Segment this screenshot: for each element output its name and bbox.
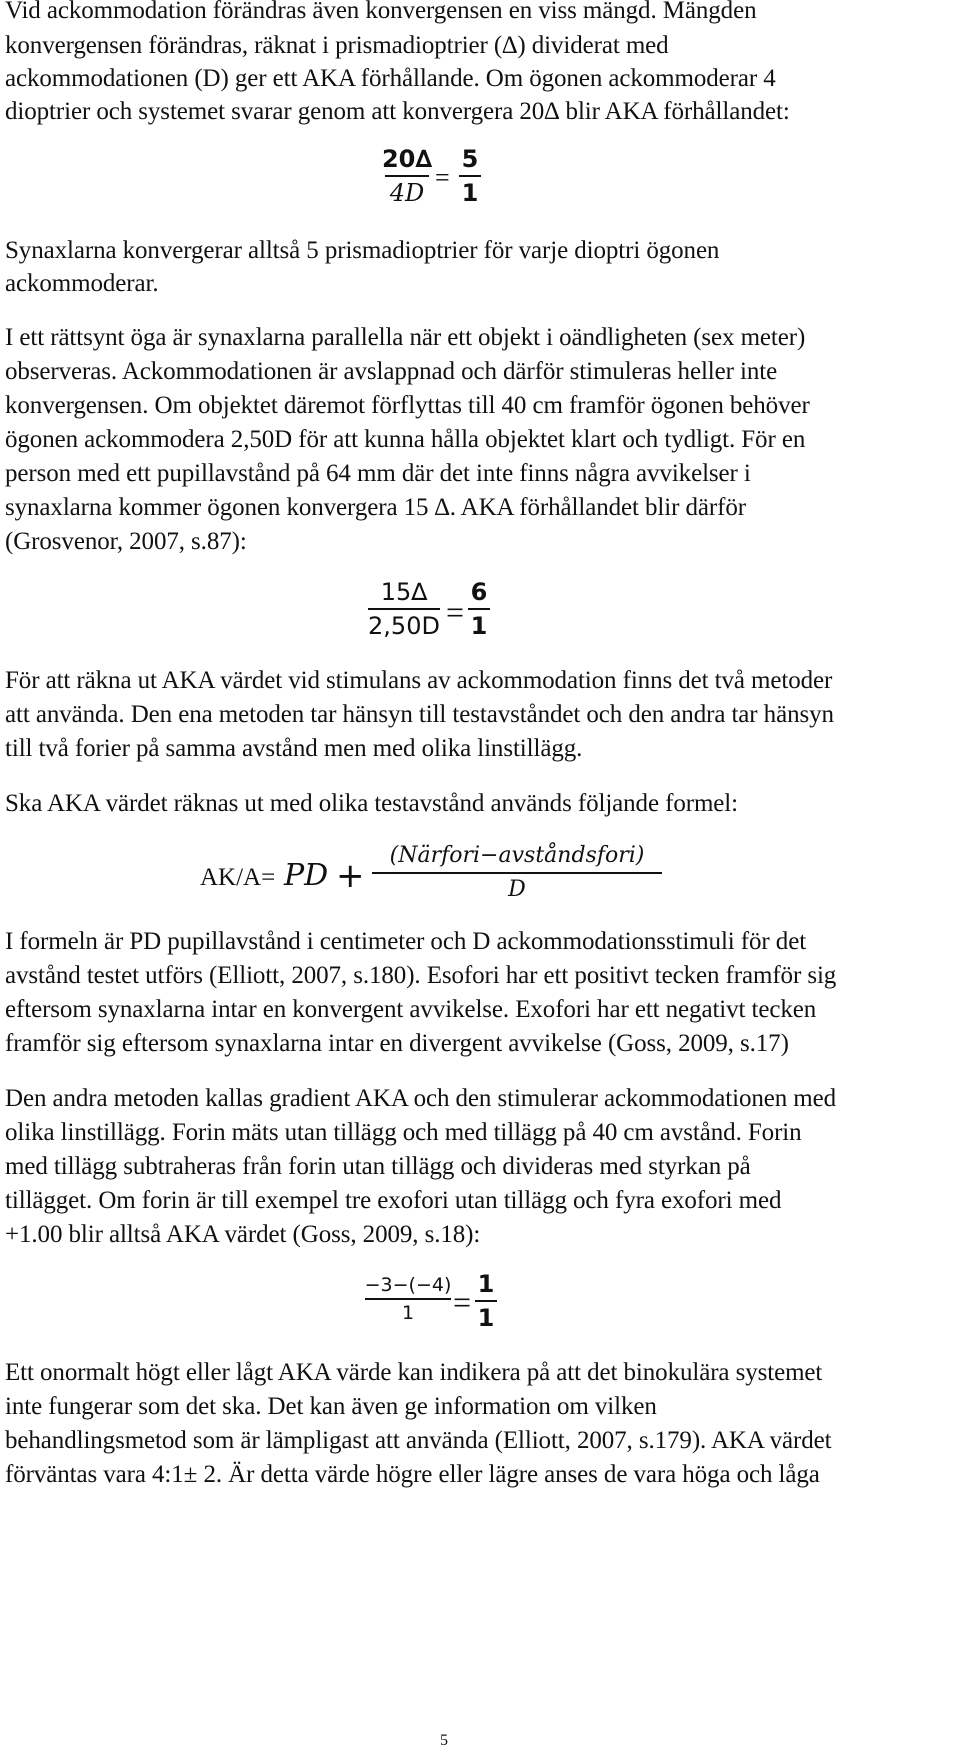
text-line: behandlingsmetod som är lämpligast att använda (Elliott, 2007, s.179). AKA värdet: [5, 1427, 832, 1454]
text-line: med tillägg subtraheras från forin utan tillägg och divideras med styrkan på: [5, 1153, 751, 1180]
text-line: I ett rättsynt öga är synaxlarna parallella när ett objekt i oändligheten (sex meter): [5, 324, 806, 351]
text-line: Ett onormalt högt eller lågt AKA värde kan indikera på att det binokulära systemet: [5, 1359, 823, 1386]
text-line: synaxlarna kommer ögonen konvergera 15 ∆. AKA förhållandet blir därför: [5, 494, 746, 521]
equation-aka-ratio-1: [381, 145, 495, 220]
text-line: Synaxlarna konvergerar alltså 5 prismadioptrier för varje dioptri ögonen: [5, 237, 720, 264]
eq2-equals: =: [446, 594, 465, 630]
text-line: person med ett pupillavstånd på 64 mm där det inte finns några avvikelser i: [5, 460, 751, 487]
eq2-numerator: 15∆: [380, 578, 428, 606]
text-line: Vid ackommodation förändras även konvergensen en viss mängd. Mängden: [5, 0, 757, 24]
eq3-plus: +: [336, 856, 365, 896]
eq1-numerator: 20∆: [381, 145, 433, 173]
eq1-denominator: 4D: [389, 179, 425, 207]
eq4-numerator: −3−(−4): [364, 1274, 452, 1296]
eq3-numerator: (Närfori−avståndsfori): [389, 843, 645, 868]
eq3-denominator: D: [508, 877, 526, 902]
equation-aka-ratio-2: [368, 578, 518, 653]
text-line: att använda. Den ena metoden tar hänsyn till testavståndet och den andra tar hänsyn: [5, 701, 834, 728]
text-line: eftersom synaxlarna intar en konvergent avvikelse. Exofori har ett negativt tecken: [5, 996, 817, 1023]
text-line: dioptrier och systemet svarar genom att konvergera 20∆ blir AKA förhållandet:: [5, 98, 790, 125]
eq4-equals: =: [453, 1284, 472, 1320]
text-line: Ska AKA värdet räknas ut med olika testavstånd används följande formel:: [5, 790, 738, 817]
eq4-denominator: 1: [401, 1302, 415, 1324]
eq2-rhs-denominator: 1: [470, 612, 488, 640]
text-line: förväntas vara 4:1± 2. Är detta värde högre eller lägre anses de vara höga och låga: [5, 1461, 820, 1488]
page-number: 5: [440, 1732, 448, 1749]
equation-gradient-aka: [365, 1270, 505, 1342]
eq1-rhs-denominator: 1: [461, 179, 479, 207]
text-line: konvergensen. Om objektet däremot förflyttas till 40 cm framför ögonen behöver: [5, 392, 810, 419]
text-line: olika linstillägg. Forin mäts utan tillägg och med tillägg på 40 cm avstånd. Forin: [5, 1119, 802, 1146]
text-line: ackommodationen (D) ger ett AKA förhållande. Om ögonen ackommoderar 4: [5, 65, 776, 92]
equation-aka-formula: [200, 842, 720, 912]
text-line: I formeln är PD pupillavstånd i centimeter och D ackommodationsstimuli för det: [5, 928, 807, 955]
text-line: observeras. Ackommodationen är avslappnad och därför stimuleras heller inte: [5, 358, 778, 385]
eq3-prefix: AK/A=: [200, 864, 276, 891]
eq1-rhs-numerator: 5: [461, 145, 479, 173]
eq4-rhs-denominator: 1: [477, 1304, 495, 1332]
eq2-rhs-numerator: 6: [470, 578, 488, 606]
text-line: +1.00 blir alltså AKA värdet (Goss, 2009, s.18):: [5, 1221, 481, 1248]
text-line: till två forier på samma avstånd men med olika linstillägg.: [5, 735, 583, 762]
eq2-denominator: 2,50D: [368, 612, 440, 640]
text-line: avstånd testet utförs (Elliott, 2007, s.180). Esofori har ett positivt tecken framför sig: [5, 962, 837, 989]
text-line: (Grosvenor, 2007, s.87):: [5, 528, 247, 555]
text-line: Den andra metoden kallas gradient AKA och den stimulerar ackommodationen med: [5, 1085, 837, 1112]
text-line: ögonen ackommodera 2,50D för att kunna hålla objektet klart och tydligt. För en: [5, 426, 806, 453]
text-line: framför sig eftersom synaxlarna intar en divergent avvikelse (Goss, 2009, s.17): [5, 1030, 789, 1057]
eq3-pd: PD: [284, 858, 329, 893]
eq1-equals: =: [435, 163, 450, 192]
text-line: inte fungerar som det ska. Det kan även ge information om vilken: [5, 1393, 657, 1420]
text-line: För att räkna ut AKA värdet vid stimulans av ackommodation finns det två metoder: [5, 667, 833, 694]
text-line: konvergensen förändras, räknat i prismadioptrier (∆) dividerat med: [5, 32, 669, 59]
eq4-rhs-numerator: 1: [477, 1270, 495, 1298]
text-line: ackommoderar.: [5, 270, 159, 297]
text-line: tillägget. Om forin är till exempel tre exofori utan tillägg och fyra exofori med: [5, 1187, 782, 1214]
